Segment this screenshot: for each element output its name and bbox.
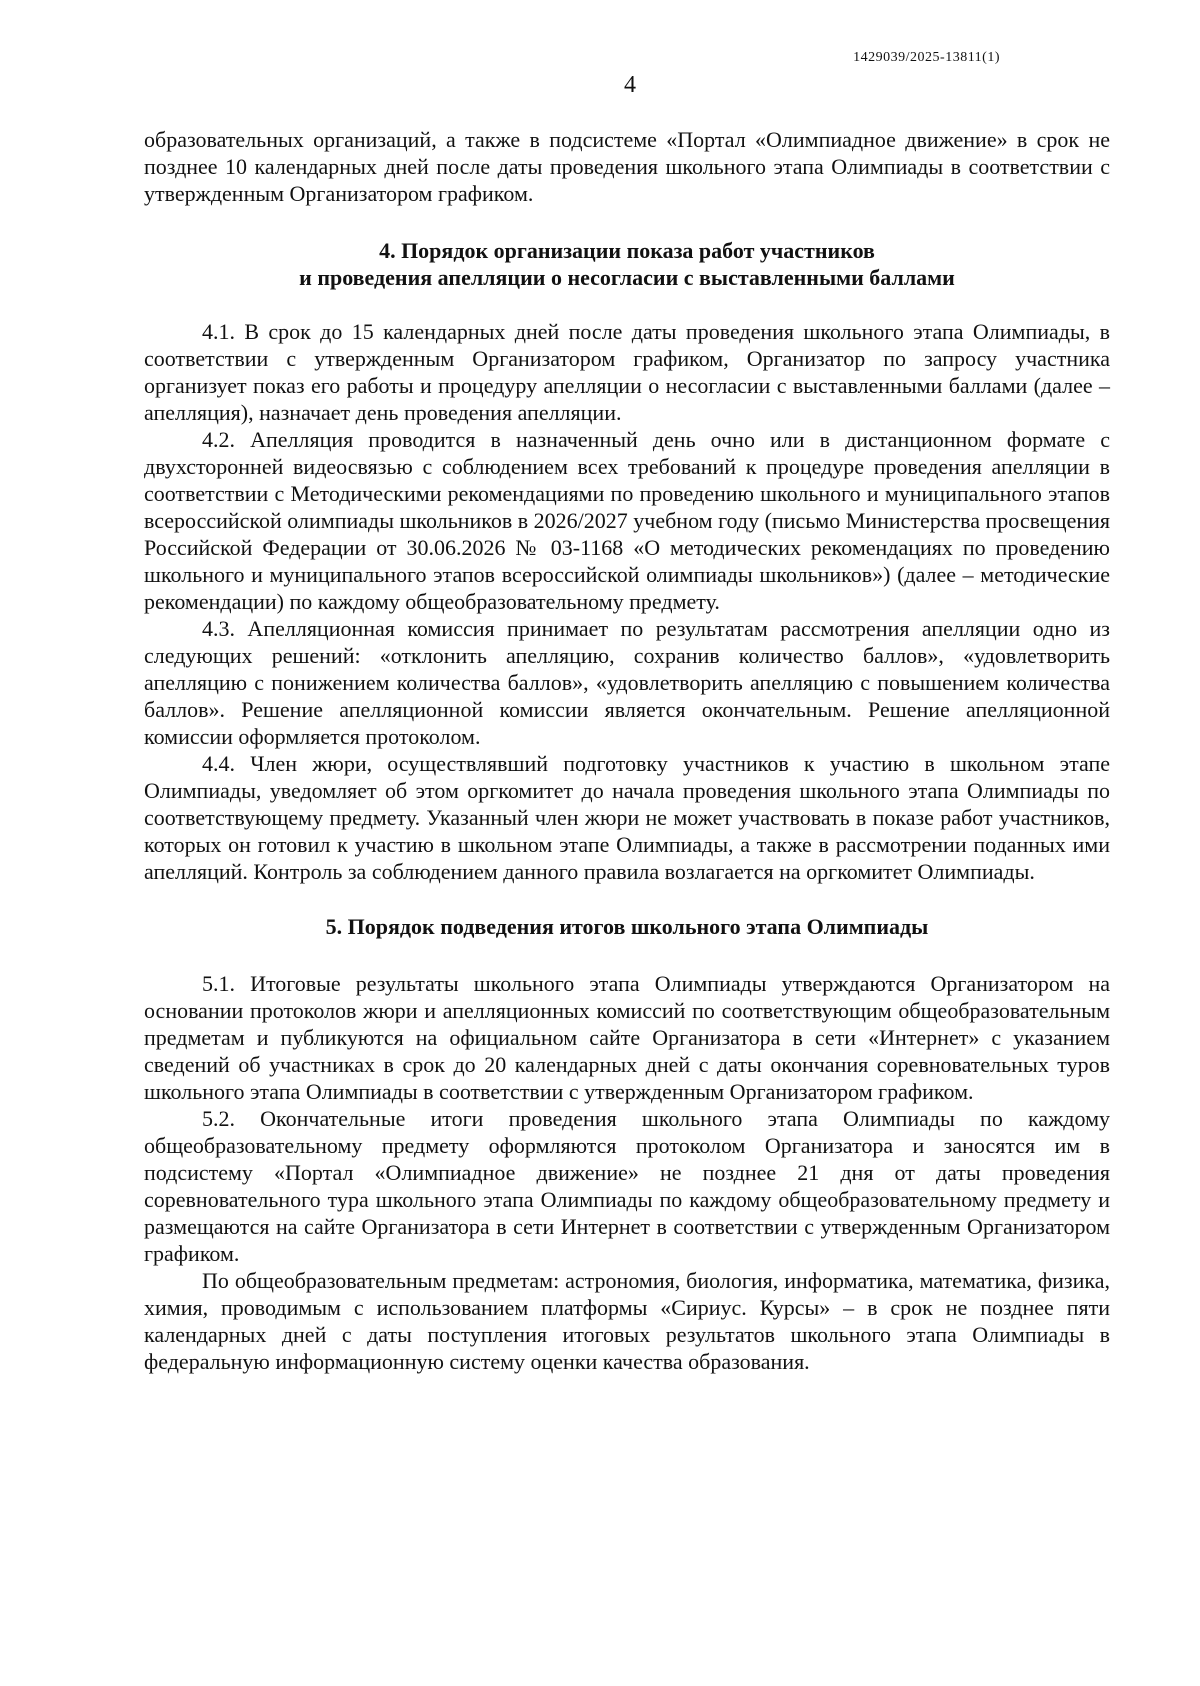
section-4-heading-line-1: 4. Порядок организации показа работ участников	[379, 238, 875, 263]
document-body	[144, 126, 1110, 1375]
paragraph-4-4: 4.4. Член жюри, осуществлявший подготовку участников к участию в школьном этапе Олимпиады, уведомляет об этом оргкомитет до начала проведения школьного этапа Олимпиады по соответствующему предмету. Указанный член жюри не может участвовать в показе работ участников, которых он готовил к участию в школьном этапе Олимпиады, а также в рассмотрении поданных ими апелляций. Контроль за соблюдением данного правила возлагается на оргкомитет Олимпиады.	[144, 751, 1110, 884]
paragraph-4-1: 4.1. В срок до 15 календарных дней после даты проведения школьного этапа Олимпиады, в соответствии с утвержденным Организатором графиком, Организатор по запросу участника организует показ его работы и процедуру апелляции о несогласии с выставленными баллами (далее – апелляция), назначает день проведения апелляции.	[144, 319, 1110, 425]
document-registration-number: 1429039/2025-13811(1)	[853, 50, 1000, 65]
section-5-heading: 5. Порядок подведения итогов школьного этапа Олимпиады	[325, 914, 929, 939]
paragraph-5-2-subjects: По общеобразовательным предметам: астрономия, биология, информатика, математика, физика, химия, проводимым с использованием платформы «Сириус. Курсы» – в срок не позднее пяти календарных дней с даты поступления итоговых результатов школьного этапа Олимпиады в федеральную информационную систему оценки качества образования.	[144, 1268, 1110, 1374]
section-4-heading	[144, 237, 1110, 291]
paragraph-4-3: 4.3. Апелляционная комиссия принимает по результатам рассмотрения апелляции одно из следующих решений: «отклонить апелляцию, сохранив количество баллов», «удовлетворить апелляцию с понижением количества баллов», «удовлетворить апелляцию с повышением количества баллов». Решение апелляционной комиссии является окончательным. Решение апелляционной комиссии оформляется протоколом.	[144, 616, 1110, 749]
paragraph-5-1: 5.1. Итоговые результаты школьного этапа Олимпиады утверждаются Организатором на основании протоколов жюри и апелляционных комиссий по соответствующим общеобразовательным предметам и публикуются на официальном сайте Организатора в сети «Интернет» с указанием сведений об участниках в срок до 20 календарных дней с даты окончания соревновательных туров школьного этапа Олимпиады в соответствии с утвержденным Организатором графиком.	[144, 971, 1110, 1104]
section-4-heading-line-2: и проведения апелляции о несогласии с выставленными баллами	[299, 265, 955, 290]
intro-paragraph: образовательных организаций, а также в подсистеме «Портал «Олимпиадное движение» в срок не позднее 10 календарных дней после даты проведения школьного этапа Олимпиады в соответствии с утвержденным Организатором графиком.	[144, 127, 1110, 206]
page-number: 4	[624, 72, 636, 98]
paragraph-5-2: 5.2. Окончательные итоги проведения школьного этапа Олимпиады по каждому общеобразовательному предмету оформляются протоколом Организатора и заносятся им в подсистему «Портал «Олимпиадное движение» не позднее 21 дня от даты проведения соревновательного тура школьного этапа Олимпиады по каждому общеобразовательному предмету и размещаются на сайте Организатора в сети Интернет в соответствии с утвержденным Организатором графиком.	[144, 1106, 1110, 1266]
paragraph-4-2: 4.2. Апелляция проводится в назначенный день очно или в дистанционном формате с двухсторонней видеосвязью с соблюдением всех требований к процедуре проведения апелляции в соответствии с Методическими рекомендациями по проведению школьного и муниципального этапов всероссийской олимпиады школьников в 2026/2027 учебном году (письмо Министерства просвещения Российской Федерации от 30.06.2026 № 03-1168 «О методических рекомендациях по проведению школьного и муниципального этапов всероссийской олимпиады школьников») (далее – методические рекомендации) по каждому общеобразовательному предмету.	[144, 427, 1110, 614]
